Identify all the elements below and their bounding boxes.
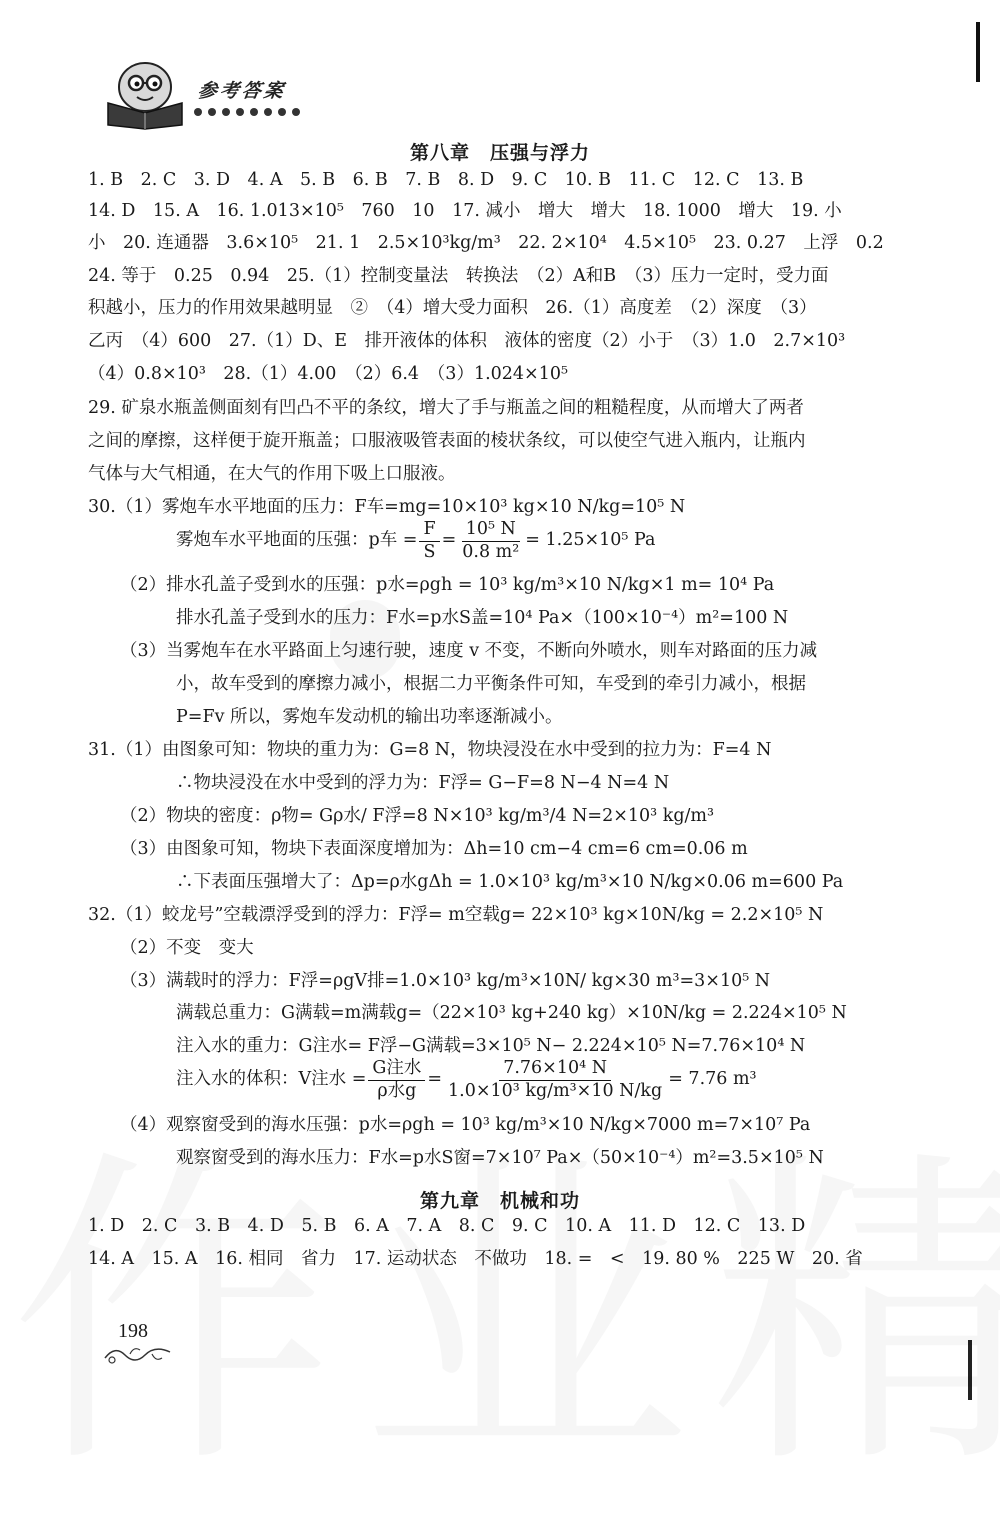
- answer-line: （4）0.8×10³ 28.（1）4.00 （2）6.4 （3）1.024×10⁵: [88, 364, 568, 384]
- answer-line: （2）排水孔盖子受到水的压强：p水=ρgh = 10³ kg/m³×10 N/kg×1 m= 10⁴ Pa: [120, 575, 775, 595]
- answer-line: （3）当雾炮车在水平路面上匀速行驶，速度 v 不变，不断向外喷水，则车对路面的压力减: [120, 641, 818, 661]
- chapter-title: 第八章 压强与浮力: [409, 142, 590, 164]
- answer-line: 1. B 2. C 3. D 4. A 5. B 6. B 7. B 8. D 9. C 10. B 11. C 12. C 13. B: [88, 170, 804, 190]
- floral-ornament-icon: [100, 1340, 180, 1370]
- fraction-numerator: 10⁵ N: [462, 521, 520, 542]
- answer-line: 30.（1）雾炮车水平地面的压力：F车=mg=10×10³ kg×10 N/kg=10⁵ N: [88, 497, 686, 517]
- answer-line: 注入水的重力：G注水= F浮−G满载=3×10⁵ N− 2.224×10⁵ N=7.76×10⁴ N: [176, 1036, 806, 1056]
- formula-line: [176, 1060, 757, 1100]
- answer-line: （3）由图象可知，物块下表面深度增加为：Δh=10 cm−4 cm=6 cm=0.06 m: [120, 839, 748, 859]
- answer-line: ∴下表面压强增大了：Δp=ρ水gΔh = 1.0×10³ kg/m³×10 N/kg×0.06 m=600 Pa: [176, 872, 844, 892]
- answer-line: 排水孔盖子受到水的压力：F水=p水S盖=10⁴ Pa×（100×10⁻⁴）m²=100 N: [176, 608, 789, 628]
- formula-text: = 1.25×10⁵ Pa: [525, 530, 656, 551]
- answer-line: 积越小，压力的作用效果越明显 ② （4）增大受力面积 26.（1）高度差 （2）深度 （3）: [88, 298, 817, 318]
- fraction-numerator: G注水: [368, 1060, 425, 1081]
- fraction-numerator: F: [419, 521, 439, 542]
- answer-line: 气体与大气相通，在大气的作用下吸上口服液。: [88, 464, 456, 484]
- chapter-title: 第九章 机械和功: [419, 1190, 580, 1212]
- equals-sign: =: [441, 530, 457, 551]
- fraction-denominator: S: [423, 541, 436, 562]
- fraction: [419, 521, 439, 561]
- answer-line: ∴物块浸没在水中受到的浮力为：F浮= G−F=8 N−4 N=4 N: [176, 773, 670, 793]
- answer-line: 小，故车受到的摩擦力减小，根据二力平衡条件可知，车受到的牵引力减小，根据: [176, 674, 806, 694]
- formula-line: [176, 521, 655, 561]
- answer-line: P=Fv 所以，雾炮车发动机的输出功率逐渐减小。: [176, 707, 563, 727]
- answer-line: 1. D 2. C 3. B 4. D 5. B 6. A 7. A 8. C 9. C 10. A 11. D 12. C 13. D: [88, 1216, 806, 1236]
- header-dots: [194, 108, 300, 116]
- answer-line: 小 20. 连通器 3.6×10⁵ 21. 1 2.5×10³kg/m³ 22. 2×10⁴ 4.5×10⁵ 23. 0.27 上浮 0.2: [88, 233, 884, 253]
- answer-line: （2）物块的密度：ρ物= Gρ水/ F浮=8 N×10³ kg/m³/4 N=2×10³ kg/m³: [120, 806, 715, 826]
- fraction-denominator: 0.8 m²: [462, 541, 520, 562]
- answer-line: （4）观察窗受到的海水压强：p水=ρgh = 10³ kg/m³×10 N/kg×7000 m=7×10⁷ Pa: [120, 1115, 811, 1135]
- fraction-denominator: 1.0×10³ kg/m³×10 N/kg: [448, 1080, 663, 1101]
- answer-line: 观察窗受到的海水压力：F水=p水S窗=7×10⁷ Pa×（50×10⁻⁴）m²=3.5×10⁵ N: [176, 1148, 824, 1168]
- formula-text: = 7.76 m³: [668, 1069, 757, 1090]
- answer-line: 满载总重力：G满载=m满载g=（22×10³ kg+240 kg）×10N/kg = 2.224×10⁵ N: [176, 1003, 847, 1023]
- equals-sign: =: [427, 1069, 443, 1090]
- answer-line: 14. D 15. A 16. 1.013×10⁵ 760 10 17. 减小 增大 增大 18. 1000 增大 19. 小: [88, 201, 842, 221]
- answer-line: 24. 等于 0.25 0.94 25.（1）控制变量法 转换法 （2）A和B （3）压力一定时，受力面: [88, 266, 829, 286]
- answer-line: （2）不变 变大: [120, 938, 254, 958]
- answer-line: 29. 矿泉水瓶盖侧面刻有凹凸不平的条纹，增大了手与瓶盖之间的粗糙程度，从而增大了两者: [88, 398, 804, 418]
- header-title: 参考答案: [196, 80, 288, 102]
- formula-text: 雾炮车水平地面的压强：p车 =: [176, 530, 418, 551]
- page-number: 198: [118, 1320, 148, 1342]
- fraction: [368, 1060, 425, 1100]
- answer-line: （3）满载时的浮力：F浮=ρgV排=1.0×10³ kg/m³×10N/ kg×30 m³=3×10⁵ N: [120, 971, 771, 991]
- answer-line: 32.（1）蛟龙号”空载漂浮受到的浮力：F浮= m空载g= 22×10³ kg×10N/kg = 2.2×10⁵ N: [88, 905, 824, 925]
- page-edge-mark: [976, 22, 980, 82]
- fraction: [458, 521, 523, 561]
- answer-line: 14. A 15. A 16. 相同 省力 17. 运动状态 不做功 18. = < 19. 80 % 225 W 20. 省: [88, 1249, 863, 1269]
- reading-mascot-icon: [100, 55, 195, 130]
- answer-line: 之间的摩擦，这样便于旋开瓶盖；口服液吸管表面的棱状条纹，可以使空气进入瓶内，让瓶内: [88, 431, 806, 451]
- fraction-numerator: 7.76×10⁴ N: [499, 1060, 611, 1081]
- answer-line: 乙丙 （4）600 27.（1）D、E 排开液体的体积 液体的密度（2）小于 （3）1.0 2.7×10³: [88, 331, 846, 351]
- answer-line: 31.（1）由图象可知：物块的重力为：G=8 N，物块浸没在水中受到的拉力为：F=4 N: [88, 740, 772, 760]
- formula-text: 注入水的体积：V注水 =: [176, 1069, 367, 1090]
- fraction-denominator: ρ水g: [377, 1080, 417, 1101]
- fraction: [444, 1060, 666, 1100]
